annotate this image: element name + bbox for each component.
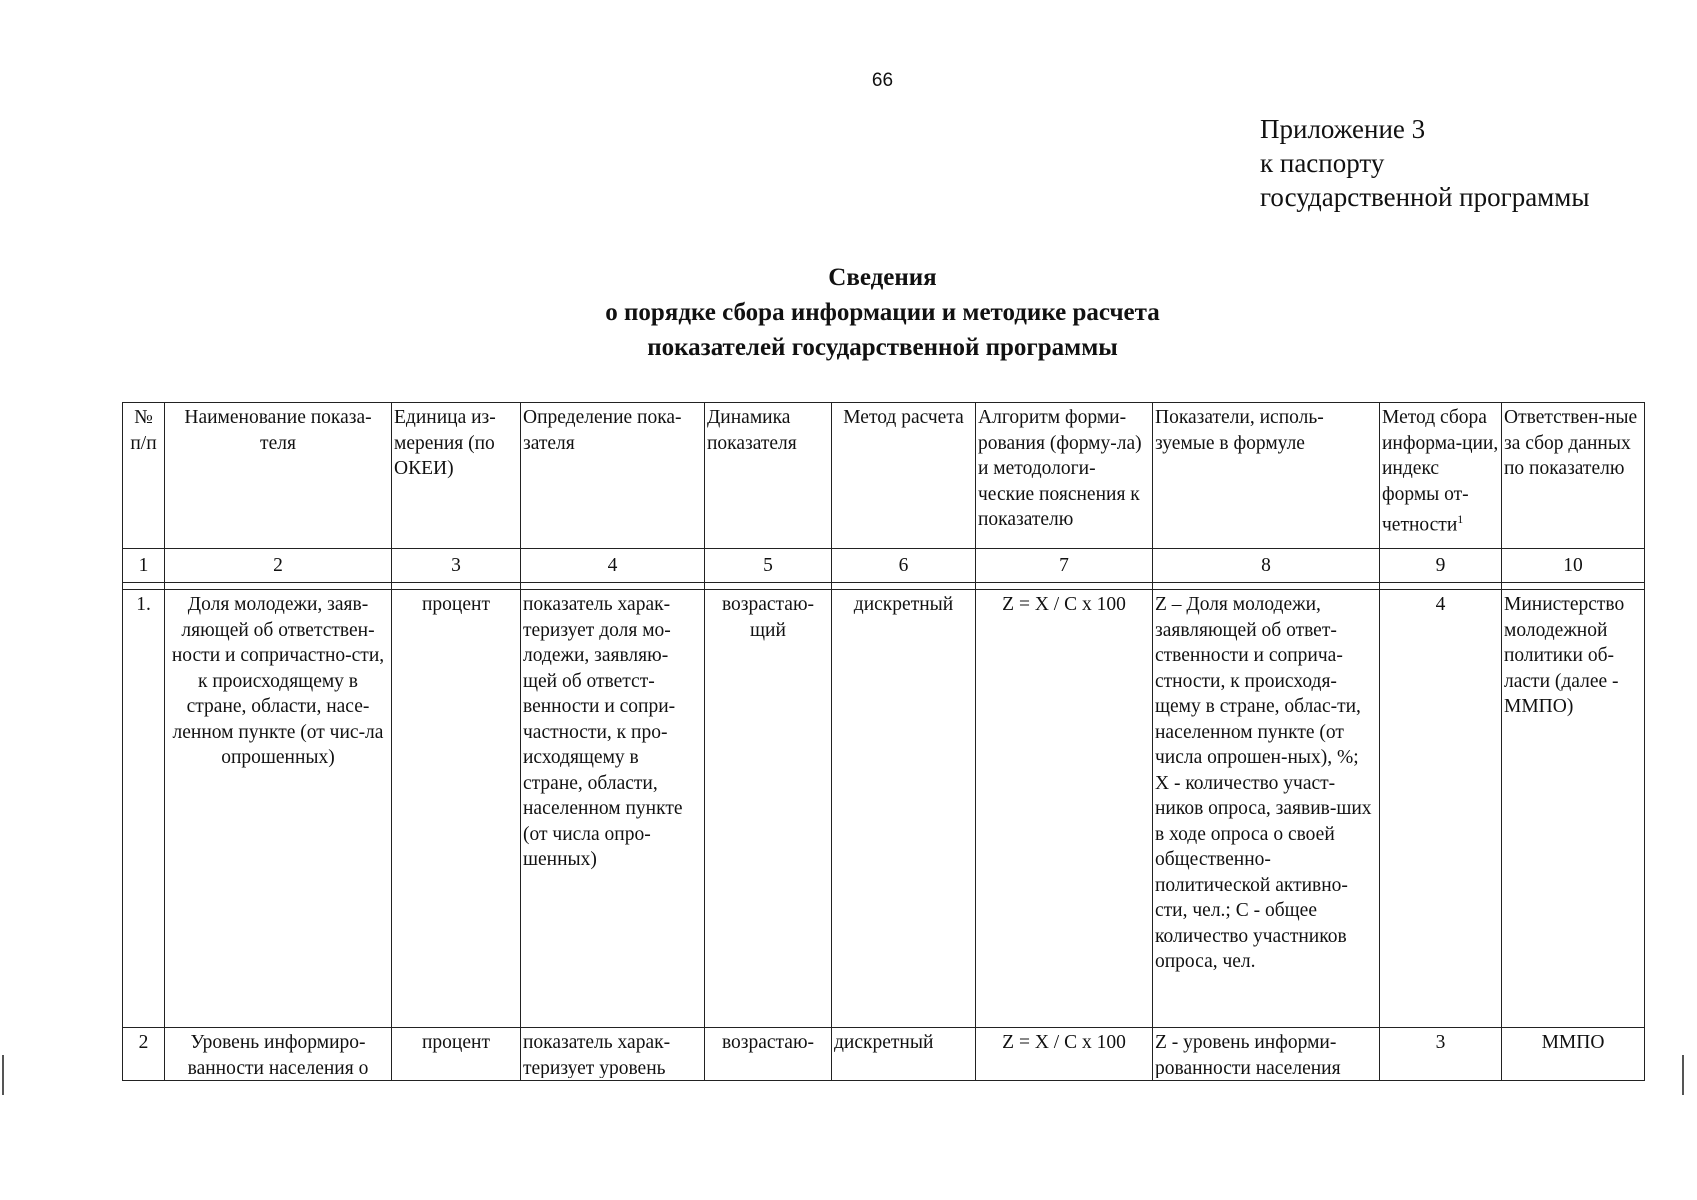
appendix-note: [1260, 112, 1590, 214]
appendix-line-3: государственной программы: [1260, 182, 1590, 212]
row-collection: 4: [1380, 590, 1502, 1028]
row-unit: процент: [392, 1028, 521, 1081]
footnote-marker: 1: [1457, 512, 1464, 526]
row-responsible: ММПО: [1502, 1028, 1645, 1081]
col-number: 6: [832, 549, 976, 583]
appendix-line-2: к паспорту: [1260, 148, 1385, 178]
scan-edge-mark: [1682, 1055, 1684, 1095]
header-row: [123, 403, 1645, 549]
col-number: 10: [1502, 549, 1645, 583]
row-dynamics: возрастаю-: [705, 1028, 832, 1081]
scan-edge-mark: [2, 1055, 4, 1095]
page-number: 66: [871, 70, 894, 91]
row-formula: Z = X / C x 100: [976, 1028, 1153, 1081]
appendix-line-1: Приложение 3: [1260, 114, 1426, 144]
row-variables: [1153, 1028, 1380, 1081]
col-number: 8: [1153, 549, 1380, 583]
col-number: 7: [976, 549, 1153, 583]
row-unit: процент: [392, 590, 521, 1028]
col-number: 5: [705, 549, 832, 583]
col-number: 1: [123, 549, 165, 583]
header-variables: Показатели, исполь-зуемые в формуле: [1153, 403, 1380, 549]
header-dynamics: Динамика показателя: [705, 403, 832, 549]
header-num: № п/п: [123, 403, 165, 549]
header-collection: [1380, 403, 1502, 549]
header-responsible: Ответствен-ные за сбор данных по показателю: [1502, 403, 1645, 549]
row-formula: Z = X / C x 100: [976, 590, 1153, 1028]
col-number: 2: [165, 549, 392, 583]
col-number: 3: [392, 549, 521, 583]
header-collection-text: Метод сбора информа-ции, индекс формы от-четности: [1382, 407, 1499, 536]
row-variables: Z – Доля молодежи, заявляющей об ответ-ственности и соприча-стности, к происходя-щему в стране, облас-ти, населенном пункте (от числа опрошен-ных), %; X - количество участ-ников опроса, заявив-ших в ходе опроса о своей общественно-политической активно-сти, чел.; C - общее количество участников опроса, чел.: [1153, 590, 1380, 1028]
document-title: [0, 260, 1697, 365]
header-method: Метод расчета: [832, 403, 976, 549]
column-numbers-row: [123, 549, 1645, 583]
spacer-row: [123, 583, 1645, 590]
header-formula: Алгоритм форми-рования (форму-ла) и методологи-ческие пояснения к показателю: [976, 403, 1153, 549]
col-number: 9: [1380, 549, 1502, 583]
row-dynamics: возрастаю-щий: [705, 590, 832, 1028]
indicators-table: [122, 402, 1645, 1081]
row-collection: 3: [1380, 1028, 1502, 1081]
row-variables-text: Z - уровень информи-рованности населения: [1155, 1032, 1341, 1078]
row-method: дискретный: [832, 590, 976, 1028]
row-definition: [521, 1028, 705, 1081]
title-line-2: о порядке сбора информации и методике расчета: [605, 299, 1160, 326]
row-num: 2: [123, 1028, 165, 1081]
row-method: дискретный: [832, 1028, 976, 1081]
header-unit: Единица из-мерения (по ОКЕИ): [392, 403, 521, 549]
row-responsible: Министерство молодежной политики об-ласти (далее - ММПО): [1502, 590, 1645, 1028]
header-name: Наименование показа-теля: [165, 403, 392, 549]
row-definition-text: показатель харак-теризует уровень: [523, 1032, 671, 1078]
table-row: [123, 1028, 1645, 1081]
col-number: 4: [521, 549, 705, 583]
row-num: 1.: [123, 590, 165, 1028]
header-definition: Определение пока-зателя: [521, 403, 705, 549]
title-line-3: показателей государственной программы: [647, 334, 1118, 361]
row-name: [165, 1028, 392, 1081]
title-line-1: Сведения: [828, 264, 937, 291]
table-row: [123, 590, 1645, 1028]
row-name: Доля молодежи, заяв-ляющей об ответствен-ности и сопричастно-сти, к происходящему в стране, области, насе-ленном пункте (от чис-ла опрошенных): [165, 590, 392, 1028]
row-definition: показатель харак-теризует доля мо-лодежи, заявляю-щей об ответст-венности и сопри-частности, к про-исходящему в стране, области, населенном пункте (от числа опро-шенных): [521, 590, 705, 1028]
row-name-text: Уровень информиро-ванности населения о: [187, 1032, 369, 1078]
